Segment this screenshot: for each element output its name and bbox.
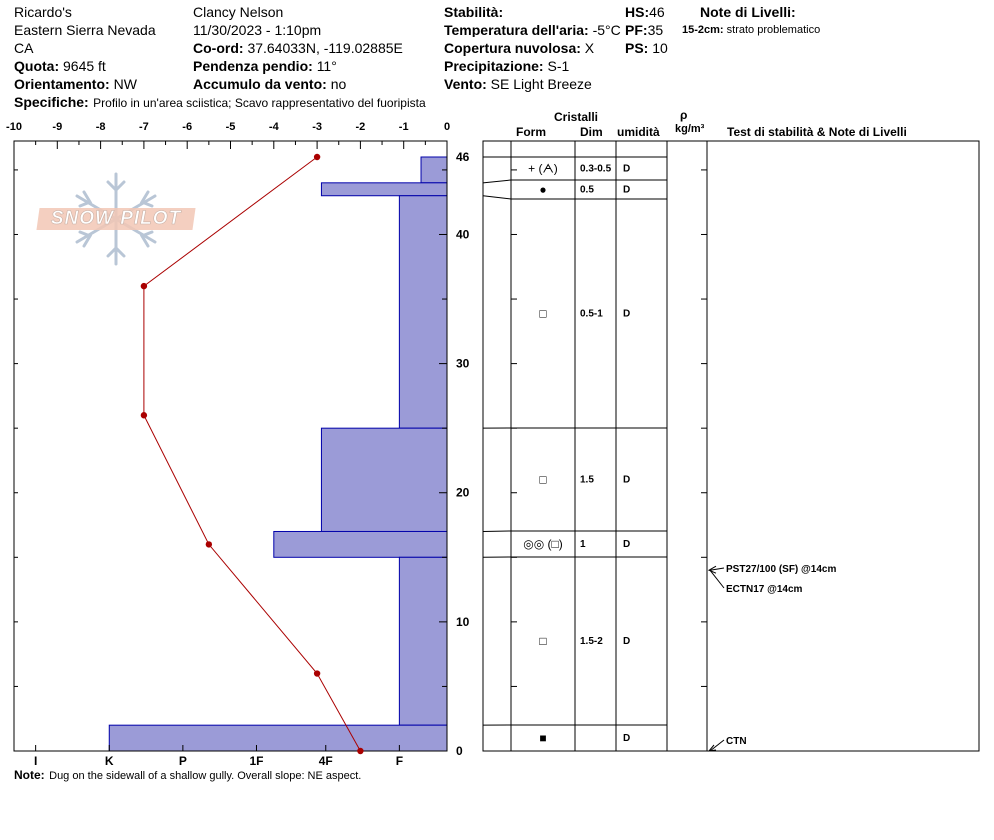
pf-value: 35	[647, 22, 664, 38]
temp-tick-label: -1	[398, 121, 409, 133]
note-text: Dug on the sidewall of a shallow gully. Overall slope: NE aspect.	[49, 770, 362, 782]
layer-moisture: D	[623, 308, 631, 320]
cloud-value: X	[584, 40, 595, 56]
note-label: Note:	[14, 768, 45, 782]
stability-test: ECTN17 @14cm	[726, 584, 803, 595]
test-pointer	[710, 740, 724, 751]
layer-form-symbol: □	[539, 472, 547, 487]
cloud-label: Copertura nuvolosa:	[444, 40, 581, 56]
elevation-label: Quota:	[14, 58, 60, 74]
temperature-point	[206, 541, 212, 547]
temp-tick-label: -8	[95, 121, 106, 133]
layer-size: 1.5	[580, 474, 594, 486]
slope-value: 11°	[316, 58, 337, 74]
layer-moisture: D	[623, 539, 631, 550]
layer-form-symbol: ●	[539, 182, 547, 197]
datetime: 11/30/2023 - 1:10pm	[193, 22, 322, 38]
depth-tick-label: 10	[456, 614, 470, 629]
temp-tick-label: -2	[355, 121, 366, 133]
layer-form-symbol: + (ᗅ)	[528, 161, 558, 176]
crystals-header: Cristalli	[554, 110, 599, 124]
specifics-label: Specifiche:	[14, 94, 89, 110]
hs-value: 46	[649, 4, 665, 20]
layer-moisture: D	[623, 163, 631, 175]
layer-size: 1	[580, 539, 586, 550]
ps-value: 10	[652, 40, 668, 56]
precip-label: Precipitazione:	[444, 58, 544, 74]
layer-form-symbol: □	[539, 306, 547, 321]
temp-tick-label: -10	[6, 121, 22, 133]
layer-moisture: D	[623, 184, 631, 196]
temp-tick-label: -9	[52, 121, 63, 133]
temp-tick-label: 0	[443, 121, 451, 133]
tests-header: Test di stabilità & Note di Livelli	[727, 125, 907, 139]
wind-value: SE Light Breeze	[490, 76, 592, 92]
aspect-label: Orientamento:	[14, 76, 110, 92]
wind-loading-label: Accumulo da vento:	[193, 76, 327, 92]
layer-size: 0.5-1	[580, 308, 603, 320]
coord-label: Co-ord:	[193, 40, 244, 56]
location-name: Ricardo's	[14, 4, 72, 20]
layer-moisture: D	[623, 474, 631, 486]
layer-form-symbol: ◎◎ (□)	[523, 537, 563, 551]
temp-tick-label: -6	[182, 121, 193, 133]
temperature-point	[141, 412, 147, 418]
hardness-bar	[399, 557, 447, 725]
footer-note	[14, 767, 361, 783]
coord-value: 37.64033N, -119.02885E	[247, 40, 403, 56]
size-header: Dim	[580, 125, 603, 139]
hardness-tick-label: 4F	[318, 754, 333, 768]
layer-connector	[483, 180, 511, 183]
form-header: Form	[516, 125, 546, 139]
state: CA	[14, 40, 34, 56]
depth-tick-label: 46	[456, 150, 470, 164]
layer-connector	[483, 196, 511, 199]
depth-tick-label: 40	[456, 227, 470, 242]
temp-tick-label: -3	[312, 121, 322, 133]
hardness-tick-label: 1F	[249, 754, 264, 768]
layer-note-depth: 15-2cm:	[682, 24, 724, 36]
precip-value: S-1	[547, 58, 570, 74]
temp-tick-label: -7	[139, 121, 149, 133]
layer-form-symbol: □	[539, 634, 547, 648]
density-unit: kg/m³	[675, 123, 705, 135]
layer-form-symbol: ■	[539, 731, 547, 745]
specifics-value: Profilo in un'area sciistica; Scavo rappresentativo del fuoripista	[93, 96, 426, 110]
temp-tick-label: -5	[225, 121, 236, 133]
wind-label: Vento:	[444, 76, 487, 92]
stability-test: CTN	[726, 736, 747, 747]
hardness-bar	[321, 183, 447, 196]
moisture-header: umidità	[617, 125, 660, 139]
temperature-point	[314, 670, 320, 676]
observer: Clancy Nelson	[193, 4, 284, 20]
temp-tick-label: -4	[268, 121, 279, 133]
air-temp-label: Temperatura dell'aria:	[444, 23, 589, 37]
layer-size: 0.3-0.5	[580, 163, 612, 175]
hardness-tick-label: K	[104, 754, 114, 768]
hardness-bar	[274, 531, 447, 557]
table-frame	[483, 141, 979, 751]
aspect-value: NW	[113, 76, 137, 92]
layer-size: 1.5-2	[580, 636, 603, 647]
elevation-value: 9645 ft	[63, 58, 106, 74]
test-arrowhead	[709, 745, 716, 751]
depth-tick-label: 0	[456, 744, 463, 758]
hardness-tick-label: I	[33, 754, 38, 768]
layer-moisture: D	[623, 636, 631, 647]
test-pointer	[710, 570, 724, 588]
air-temp-value: -5°C	[592, 23, 621, 37]
layer-note-text: strato problematico	[726, 24, 821, 36]
temperature-point	[314, 154, 320, 160]
logo-text: SNOW PILOT	[50, 208, 182, 229]
stability-test: PST27/100 (SF) @14cm	[726, 564, 837, 575]
ps-label: PS:	[625, 40, 649, 56]
hardness-tick-label: P	[178, 754, 187, 768]
hardness-bar	[109, 725, 447, 751]
pf-label: PF:	[625, 22, 648, 38]
hardness-bar	[321, 428, 447, 531]
layer-moisture: D	[623, 733, 631, 744]
temperature-point	[357, 748, 363, 754]
hardness-tick-label: F	[395, 754, 404, 768]
temperature-point	[141, 283, 147, 289]
wind-loading-value: no	[330, 76, 347, 92]
stability-label: Stabilità:	[444, 4, 504, 20]
slope-label: Pendenza pendio:	[193, 58, 313, 74]
depth-tick-label: 30	[456, 356, 470, 371]
mountain-range: Eastern Sierra Nevada	[14, 22, 156, 38]
rho-header: ρ	[680, 108, 688, 122]
layer-notes-label: Note di Livelli:	[700, 4, 796, 20]
hardness-bar	[399, 196, 447, 428]
hs-label: HS:	[625, 4, 650, 20]
depth-tick-label: 20	[456, 485, 470, 500]
layer-size: 0.5	[580, 184, 594, 196]
